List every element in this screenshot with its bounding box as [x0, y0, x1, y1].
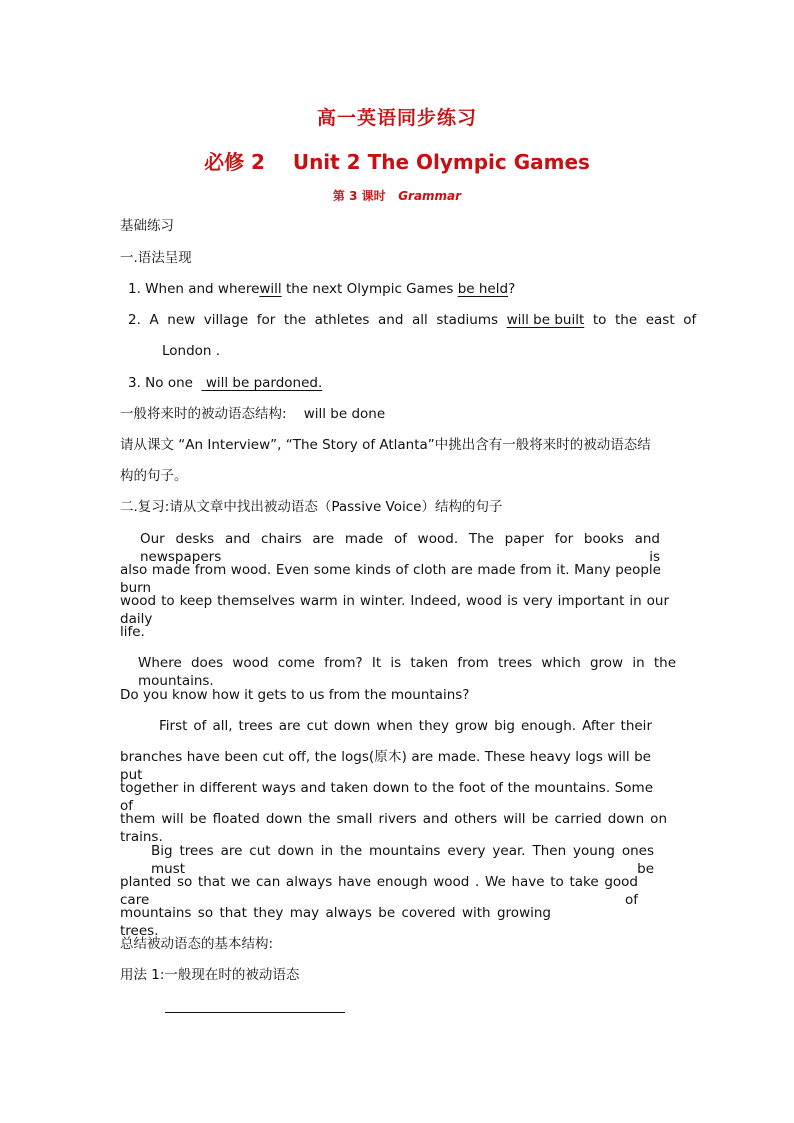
example-sentence-1: 1. When and wherewill the next Olympic Games be held? [128, 281, 516, 297]
passage-line: planted so that we can always have enough wood . We have to take good care of [120, 874, 638, 908]
part1-heading: 一.语法呈现 [120, 250, 192, 266]
unit-title [0, 146, 794, 175]
underlined-will: will [259, 281, 282, 297]
usage-1-heading: 用法 1:一般现在时的被动语态 [120, 967, 300, 983]
passage-line: them will be floated down the small rivers and others will be carried down on trains. [120, 811, 667, 845]
example-sentence-2-cont: London . [162, 343, 221, 359]
passage-line: Big trees are cut down in the mountains every year. Then young ones must be [151, 843, 654, 877]
passage-line: also made from wood. Even some kinds of cloth are made from it. Many people burn [120, 562, 661, 596]
instruction-line-2: 构的句子。 [120, 468, 188, 484]
module-label: 必修 2 [204, 150, 265, 174]
section-basic-heading: 基础练习 [120, 218, 174, 234]
example-sentence-2: 2. A new village for the athletes and all stadiums will be built to the east of [128, 312, 697, 328]
passage-line: mountains so that they may always be covered with growing trees. [120, 905, 551, 939]
lesson-label: 第 3 课时 [332, 189, 386, 203]
passage-line: Our desks and chairs are made of wood. The paper for books and newspapers is [140, 531, 660, 565]
example-sentence-3: 3. No one will be pardoned. [128, 375, 323, 391]
future-passive-rule: 一般将来时的被动语态结构: will be done [120, 406, 386, 422]
passage-line: life. [120, 624, 145, 640]
answer-blank-line [165, 1012, 345, 1013]
underlined-will-be-pardoned: will be pardoned. [201, 375, 323, 391]
underlined-will-be-built: will be built [506, 312, 585, 328]
summary-heading: 总结被动语态的基本结构: [120, 936, 274, 952]
lesson-title [0, 187, 794, 204]
passage-line: together in different ways and taken down to the foot of the mountains. Some of [120, 780, 653, 814]
unit-label: Unit 2 The Olympic Games [292, 150, 590, 174]
page-title: 高一英语同步练习 [316, 107, 477, 129]
passage-line: Do you know how it gets to us from the mountains? [120, 687, 470, 703]
passage-line: branches have been cut off, the logs(原木) are made. These heavy logs will be put [120, 749, 651, 783]
passage-line: Where does wood come from? It is taken from trees which grow in the mountains. [138, 655, 676, 689]
instruction-line-1: 请从课文 “An Interview”, “The Story of Atlanta”中挑出含有一般将来时的被动语态结 [120, 437, 651, 453]
lesson-topic: Grammar [398, 189, 462, 203]
underlined-be-held: be held [457, 281, 509, 297]
part2-heading: 二.复习:请从文章中找出被动语态（Passive Voice）结构的句子 [120, 499, 503, 515]
passage-line: wood to keep themselves warm in winter. Indeed, wood is very important in our daily [120, 593, 669, 627]
passage-line: First of all, trees are cut down when they grow big enough. After their [159, 718, 652, 734]
